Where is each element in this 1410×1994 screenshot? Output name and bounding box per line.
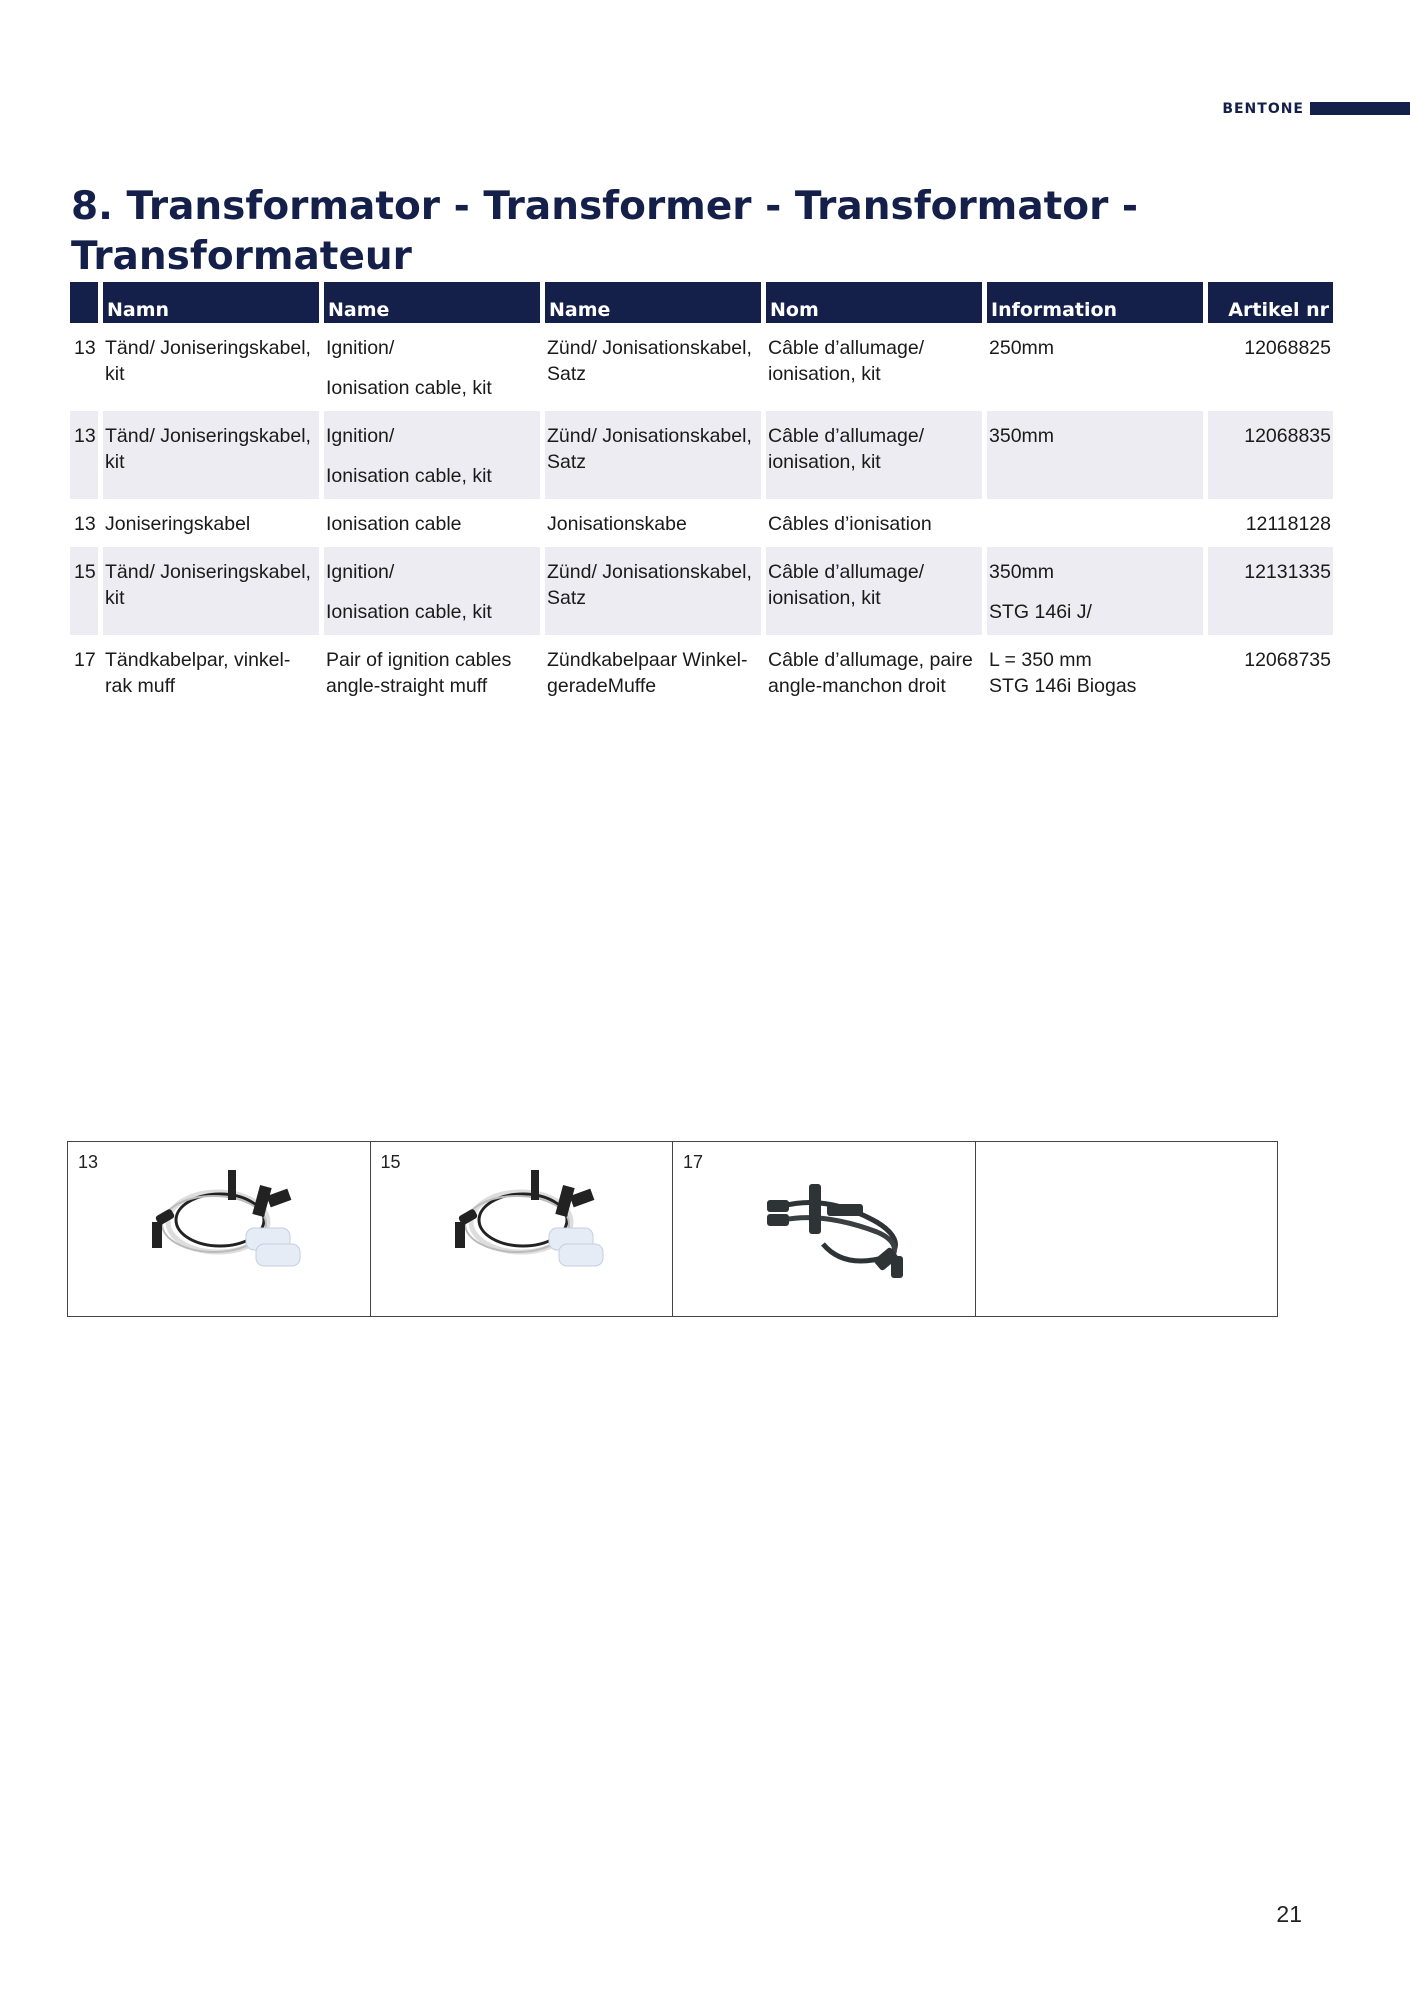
cell-en-line1: Ignition/ <box>326 425 395 447</box>
table-row <box>70 499 1333 547</box>
image-label: 17 <box>683 1152 704 1172</box>
cell-info <box>987 635 1203 709</box>
cell-info-line2: STG 146i J/ <box>989 601 1092 623</box>
cell-en-line1: Ignition/ <box>326 337 395 359</box>
cell-sv: Joniseringskabel <box>105 513 251 535</box>
cell-info: 250mm <box>989 337 1055 359</box>
ignition-cable-kit-white-icon <box>451 1164 621 1274</box>
product-image-strip <box>67 1141 1278 1317</box>
cell-sv: Tänd/ Joniseringskabel, kit <box>105 337 311 385</box>
image-cell <box>68 1142 371 1316</box>
cell-de: Jonisationskabe <box>547 513 687 535</box>
cell-en: Ionisation cable <box>326 513 462 535</box>
cell-info: 350mm <box>987 411 1203 499</box>
cell-en-line2: Ionisation cable, kit <box>326 377 492 399</box>
cell-info-line2: STG 146i Biogas <box>989 675 1137 697</box>
cell-de: Zünd/ Jonisationskabel, Satz <box>545 411 761 499</box>
cell-pos: 13 <box>74 513 96 535</box>
cell-artikel-nr: 12118128 <box>1245 513 1331 535</box>
cell-artikel-nr: 12068835 <box>1208 411 1333 499</box>
image-label: 13 <box>78 1152 99 1172</box>
cell-artikel-nr: 12068735 <box>1244 649 1331 671</box>
cell-en <box>324 411 540 499</box>
brand-header <box>1222 101 1410 116</box>
table-row <box>70 411 1333 499</box>
cell-en-line2: Ionisation cable, kit <box>326 601 492 623</box>
table-header-row <box>70 282 1333 323</box>
cell-info <box>987 547 1203 635</box>
image-cell <box>371 1142 674 1316</box>
cell-pos: 13 <box>74 337 96 359</box>
ignition-cable-kit-white-icon <box>148 1164 318 1274</box>
page-number: 21 <box>1276 1901 1302 1927</box>
image-label: 15 <box>380 1152 401 1172</box>
cell-info <box>987 499 1203 547</box>
cell-fr: Câbles d’ionisation <box>768 513 932 535</box>
header-name-en: Name <box>324 282 540 323</box>
cell-en <box>324 323 540 411</box>
header-namn: Namn <box>103 282 319 323</box>
cell-fr: Câble d’allumage/ ionisation, kit <box>766 547 982 635</box>
header-pos <box>70 282 98 323</box>
cell-sv: Tänd/ Joniseringskabel, kit <box>103 547 319 635</box>
cell-fr: Câble d’allumage/ ionisation, kit <box>766 411 982 499</box>
cell-de: Zünd/ Jonisationskabel, Satz <box>545 547 761 635</box>
page-title: 8. Transformator - Transformer - Transformator - Transformateur <box>71 184 1139 279</box>
parts-table <box>65 282 1338 709</box>
cell-fr: Câble d’allumage, paire angle-manchon droit <box>768 649 973 697</box>
cell-en <box>324 547 540 635</box>
cell-en-line2: Ionisation cable, kit <box>326 465 492 487</box>
cell-info-line1: 350mm <box>989 561 1055 583</box>
cell-pos: 17 <box>74 649 96 671</box>
cell-artikel-nr: 12068825 <box>1244 337 1331 359</box>
image-cell-empty <box>976 1142 1278 1316</box>
cell-artikel-nr: 12131335 <box>1208 547 1333 635</box>
table-row <box>70 635 1333 709</box>
cell-en: Pair of ignition cables angle-straight muff <box>326 649 512 697</box>
cell-fr: Câble d’allumage/ ionisation, kit <box>768 337 925 385</box>
table-row <box>70 323 1333 411</box>
cell-de: Zündkabelpaar Winkel-geradeMuffe <box>547 649 748 697</box>
table-row <box>70 547 1333 635</box>
image-cell <box>673 1142 976 1316</box>
cell-sv: Tänd/ Joniseringskabel, kit <box>103 411 319 499</box>
cell-info-line1: L = 350 mm <box>989 649 1092 671</box>
header-information: Information <box>987 282 1203 323</box>
cell-pos: 13 <box>70 411 98 499</box>
ignition-cable-pair-black-icon <box>753 1164 923 1284</box>
cell-de: Zünd/ Jonisationskabel, Satz <box>547 337 752 385</box>
header-name-de: Name <box>545 282 761 323</box>
header-nom: Nom <box>766 282 982 323</box>
cell-en-line1: Ignition/ <box>326 561 395 583</box>
brand-name: BENTONE <box>1222 100 1304 117</box>
header-artikel-nr: Artikel nr <box>1208 282 1333 323</box>
brand-bar <box>1310 102 1410 115</box>
cell-sv: Tändkabelpar, vinkel-rak muff <box>105 649 291 697</box>
cell-pos: 15 <box>70 547 98 635</box>
